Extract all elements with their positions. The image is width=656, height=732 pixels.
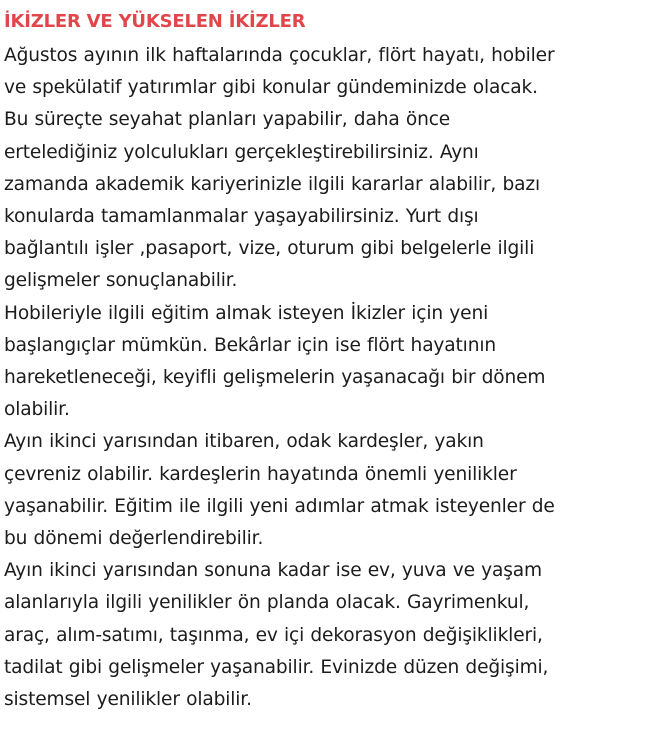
text-line: olabilir. — [4, 399, 70, 421]
text-line: Ağustos ayının ilk haftalarında çocuklar, flört hayatı, hobiler — [4, 45, 555, 66]
text-line: yaşanabilir. Eğitim ile ilgili yeni adımlar atmak isteyenler de — [4, 495, 555, 517]
text-line: Ayın ikinci yarısından sonuna kadar ise ev, yuva ve yaşam — [4, 560, 543, 582]
text-line: başlangıçlar mümkün. Bekârlar için ise flört hayatının — [4, 334, 496, 356]
text-line: Ayın ikinci yarısından itibaren, odak kardeşler, yakın — [4, 431, 484, 453]
text-line: sistemsel yenilikler olabilir. — [4, 689, 252, 711]
text-line: araç, alım-satımı, taşınma, ev içi dekorasyon değişiklikleri, — [4, 624, 543, 646]
paragraph-4 — [4, 555, 652, 716]
text-line: alanlarıyla ilgili yenilikler ön planda olacak. Gayrimenkul, — [4, 592, 530, 614]
text-line: bağlantılı işler ,pasaport, vize, oturum gibi belgelerle ilgili — [4, 238, 535, 260]
text-line: gelişmeler sonuçlanabilir. — [4, 270, 238, 292]
paragraph-3 — [4, 426, 652, 555]
text-line: konularda tamamlanmalar yaşayabilirsiniz. Yurt dışı — [4, 206, 479, 228]
text-line: Bu süreçte seyahat planları yapabilir, daha önce — [4, 109, 451, 131]
article-title: İKİZLER VE YÜKSELEN İKİZLER — [4, 11, 306, 32]
text-line: Hobileriyle ilgili eğitim almak isteyen İkizler için yeni — [4, 302, 489, 324]
paragraph-1 — [4, 40, 652, 298]
text-line: ertelediğiniz yolculukları gerçekleştirebilirsiniz. Aynı — [4, 141, 479, 163]
text-line: bu dönemi değerlendirebilir. — [4, 528, 264, 550]
paragraph-2 — [4, 298, 652, 427]
text-line: hareketleneceği, keyifli gelişmelerin yaşanacağı bir dönem — [4, 367, 546, 389]
text-line: çevreniz olabilir. kardeşlerin hayatında önemli yenilikler — [4, 463, 517, 485]
text-line: tadilat gibi gelişmeler yaşanabilir. Evinizde düzen değişimi, — [4, 656, 549, 678]
text-line: ve spekülatif yatırımlar gibi konular gündeminizde olacak. — [4, 77, 538, 99]
text-line: zamanda akademik kariyerinizle ilgili kararlar alabilir, bazı — [4, 173, 540, 195]
